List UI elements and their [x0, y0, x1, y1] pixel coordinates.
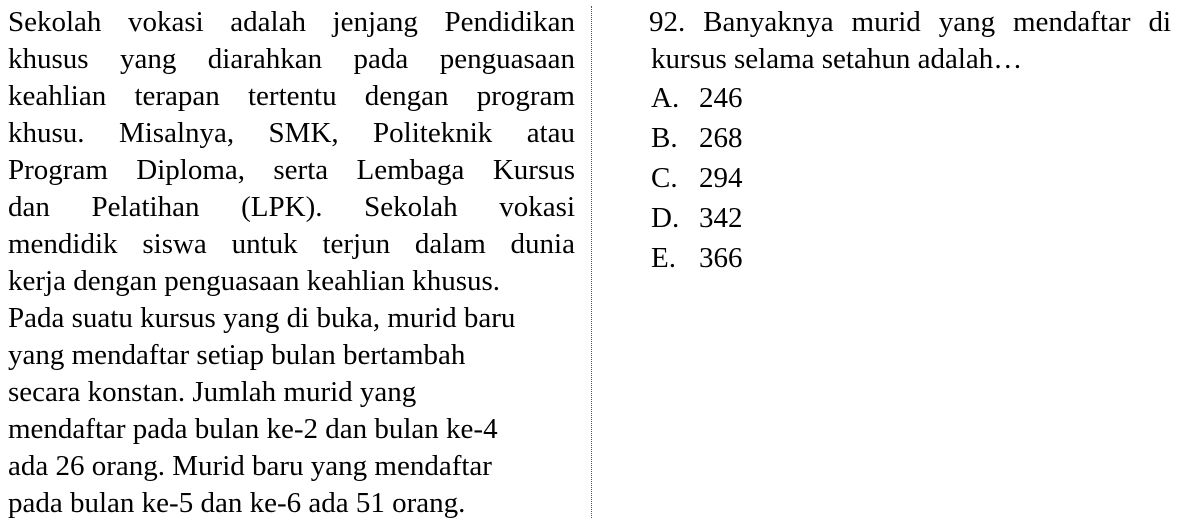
question-stem-line: kursus selama setahun adalah… [651, 43, 1023, 75]
passage-line: ada 26 orang. Murid baru yang mendaftar [8, 450, 492, 482]
option-value: 268 [699, 122, 743, 154]
answer-options [651, 78, 1171, 278]
option-letter: C. [651, 162, 678, 194]
passage-paragraph-problem [8, 300, 575, 522]
passage-line: secara konstan. Jumlah murid yang [8, 376, 417, 408]
answer-option-e[interactable] [651, 238, 1171, 278]
option-value: 366 [699, 242, 743, 274]
answer-option-a[interactable] [651, 78, 1171, 118]
option-value: 294 [699, 162, 743, 194]
option-value: 342 [699, 202, 743, 234]
answer-option-b[interactable] [651, 118, 1171, 158]
passage-line: keahlian terapan tertentu dengan program [8, 80, 575, 112]
passage-line: Pada suatu kursus yang di buka, murid baru [8, 302, 516, 334]
question-stem-line: 92. Banyaknya murid yang mendaftar di [649, 6, 1171, 38]
passage-line: pada bulan ke-5 dan ke-6 ada 51 orang. [8, 487, 466, 519]
passage-line: khusus yang diarahkan pada penguasaan [8, 43, 575, 75]
passage-line: khusu. Misalnya, SMK, Politeknik atau [8, 117, 575, 149]
passage-line: kerja dengan penguasaan keahlian khusus. [8, 265, 501, 297]
passage-line: mendaftar pada bulan ke-2 dan bulan ke-4 [8, 413, 498, 445]
question-column [651, 4, 1171, 278]
passage-line: mendidik siswa untuk terjun dalam dunia [8, 228, 575, 260]
passage-line: dan Pelatihan (LPK). Sekolah vokasi [8, 191, 575, 223]
option-letter: D. [651, 202, 680, 234]
option-letter: B. [651, 122, 678, 154]
passage-column [8, 4, 575, 522]
option-letter: A. [651, 82, 680, 114]
column-divider [591, 6, 592, 518]
passage-line: yang mendaftar setiap bulan bertambah [8, 339, 466, 371]
passage-line: Program Diploma, serta Lembaga Kursus [8, 154, 575, 186]
passage-line: Sekolah vokasi adalah jenjang Pendidikan [8, 6, 575, 38]
option-letter: E. [651, 242, 676, 274]
answer-option-d[interactable] [651, 198, 1171, 238]
answer-option-c[interactable] [651, 158, 1171, 198]
option-value: 246 [699, 82, 743, 114]
passage-paragraph-intro [8, 4, 575, 300]
